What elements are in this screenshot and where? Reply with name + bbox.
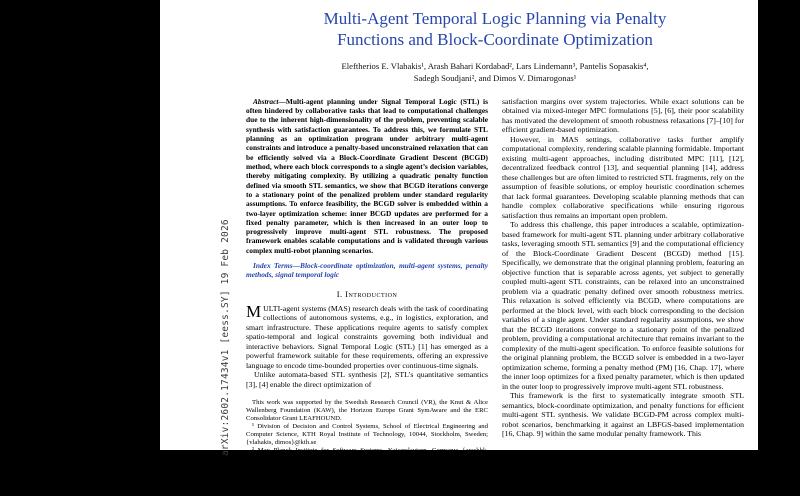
dropcap-m: M [246, 301, 262, 321]
two-column-body [246, 97, 744, 496]
abstract [246, 97, 488, 256]
footnote-funding: This work was supported by the Swedish Research Council (VR), the Knut & Alice Wallenberg Foundation (KAW), the Horizon Europe Grant SymAware and the ERC Consolidator Grant LEAFHOUND. [246, 399, 488, 423]
paper-page [160, 0, 758, 495]
right-column [502, 97, 744, 496]
abstract-text: Multi-agent planning under Signal Temporal Logic (STL) is often hindered by collaborative tasks that lead to computational challenges due to the inherent high-dimensionality of the problem, preventing scalable synthesis with satisfaction guarantees. To address this, we formulate STL planning as an optimization program under arbitrary multi-agent constraints and introduce a penalty-based unconstrained relaxation that can be efficiently solved via a Block-Coordinate Gradient Descent (BCGD) method, where each block corresponds to a single agent’s decision variables, thereby mitigating complexity. By utilizing a quadratic penalty function defined via smooth STL semantics, we show that BCGD iterations converge to a stationary point of the penalized problem under standard regularity assumptions. To enforce feasibility, the BCGD solver is embedded within a two-layer optimization scheme: inner BCGD updates are performed for a fixed penalty parameter, which is then increased in an outer loop to progressively improve multi-agent STL robustness. The proposed framework enables scalable computations and is validated through various complex multi-robot planning scenarios. [246, 96, 488, 255]
left-column [246, 97, 488, 496]
right-paragraph-1: satisfaction margins over system trajectories. While exact solutions can be obtained via mixed-integer MPC formulations [5], [6], their poor scalability has motivated the development of smooth robustness relaxations [7]–[10] for efficient gradient-based optimization. [502, 96, 744, 135]
footnote-affiliation-2: ² Max Planck Institute for Software Systems, Kaiserslautern, Germany; {arashbk, sadegh}@mpi-sws.org [246, 447, 488, 463]
index-terms [246, 261, 488, 280]
paper-title-line1: Multi-Agent Temporal Logic Planning via Penalty [323, 9, 667, 28]
footnote-affiliation-3: ³ Automatic Control Laboratory, ETH Zürich, Zürich, 8092, Switzerland; llindemann@ethz.ch [246, 463, 488, 479]
authors [246, 60, 744, 84]
intro-paragraph-2: Unlike automata-based STL synthesis [2], STL’s quantitative semantics [3], [4] enable the direct optimization of [246, 370, 488, 389]
footnote-affiliation-1: ¹ Division of Decision and Control Systems, School of Electrical Engineering and Computer Science, KTH Royal Institute of Technology, 10044, Stockholm, Sweden; {vlahakis, dimos}@kth.se [246, 423, 488, 447]
paper-title [246, 8, 744, 51]
footnotes [246, 399, 488, 495]
abstract-label: Abstract— [253, 96, 286, 106]
right-paragraph-3: To address this challenge, this paper introduces a scalable, optimization-based framework for multi-agent STL planning under arbitrary collaborative tasks, leveraging smooth STL semantics [9] and the computational efficiency of the Block-Coordinate Gradient Descent (BCGD) method [15]. Specifically, we demonstrate that the original planning problem, featuring an objective function that is separable across agents, yet subject to generally coupled multi-agent STL constraints, can be relaxed into an unconstrained problem via a quadratic penalty defined over smooth robustness metrics. This relaxation is solved efficiently via BCGD, where computations are performed at the block level, with each block corresponding to the decision variables of a single agent. Under standard regularity assumptions, we show that the BCGD iterations converge to a stationary point of the penalized problem, providing a computational architecture that remains invariant to the complexity of the multi-agent specification. To enforce feasible solutions for the original planning problem, the BCGD solver is embedded in a two-layer optimization scheme, forming a penalty method (PM) [16, Chap. 17], where the inner loop optimizes for a fixed penalty parameter, which is then updated in the outer loop to progressively improve multi-agent STL robustness. [502, 220, 744, 391]
right-paragraph-4: This framework is the first to systematically integrate smooth STL semantics, block-coordinate optimization, and penalty functions for efficient multi-agent STL synthesis. We validate BCGD-PM across complex multi-robot scenarios, benchmarking it against an LBFGS-based implementation [16, Chap. 9] within the same modular penalty framework. This [502, 391, 744, 439]
index-terms-label: Index Terms— [253, 261, 301, 271]
authors-line2: Sadegh Soudjani², and Dimos V. Dimarogonas¹ [413, 72, 577, 83]
footnote-affiliation-4: ⁴ School of Electronics, Electrical Engineering and Computer Science, Queen’s University Belfast, Northern Ireland, BT9 5BN, UK; p.sopasakis@qub.ac.uk [246, 479, 488, 495]
paper-content [246, 0, 744, 496]
authors-line1: Eleftherios E. Vlahakis¹, Arash Bahari Kordabad², Lars Lindemann³, Pantelis Sopasakis⁴, [341, 60, 649, 71]
paper-title-line2: Functions and Block-Coordinate Optimization [337, 30, 653, 50]
arxiv-watermark: arXiv:2602.17434v1 [eess.SY] 19 Feb 2026 [220, 219, 231, 456]
intro-paragraph-1-text: ULTI-agent systems (MAS) research deals with the task of coordinating collections of autonomous systems, e.g., in logistics, exploration, and smart infrastructure. These applications require agents to satisfy complex spatio-temporal and logical constraints governing both individual and interactive behaviors. Signal Temporal Logic (STL) [1] has emerged as a powerful framework suitable for these requirements, offering an expressive language to encode time-bounded properties over continuous-time signals. [246, 303, 488, 370]
intro-paragraph-1 [246, 301, 488, 371]
right-paragraph-2: However, in MAS settings, collaborative tasks further amplify computational complexity, rendering scalable planning formidable. Important existing multi-agent approaches, including distributed MPC [11], [12], decentralized feedback control [13], and sequential planning [14], address these challenges but are often limited to restricted STL fragments, rely on the assumption of feasible solutions, or employ heuristic coordination schemes that lack formal guarantees. Developing scalable planning methods that can handle complex collaborative specifications while ensuring rigorous satisfaction thus remains an important open problem. [502, 134, 744, 220]
index-terms-text: Block-coordinate optimization, multi-agent systems, penalty methods, signal temporal logic [246, 261, 488, 280]
section-heading-introduction: I. Introduction [336, 289, 398, 299]
